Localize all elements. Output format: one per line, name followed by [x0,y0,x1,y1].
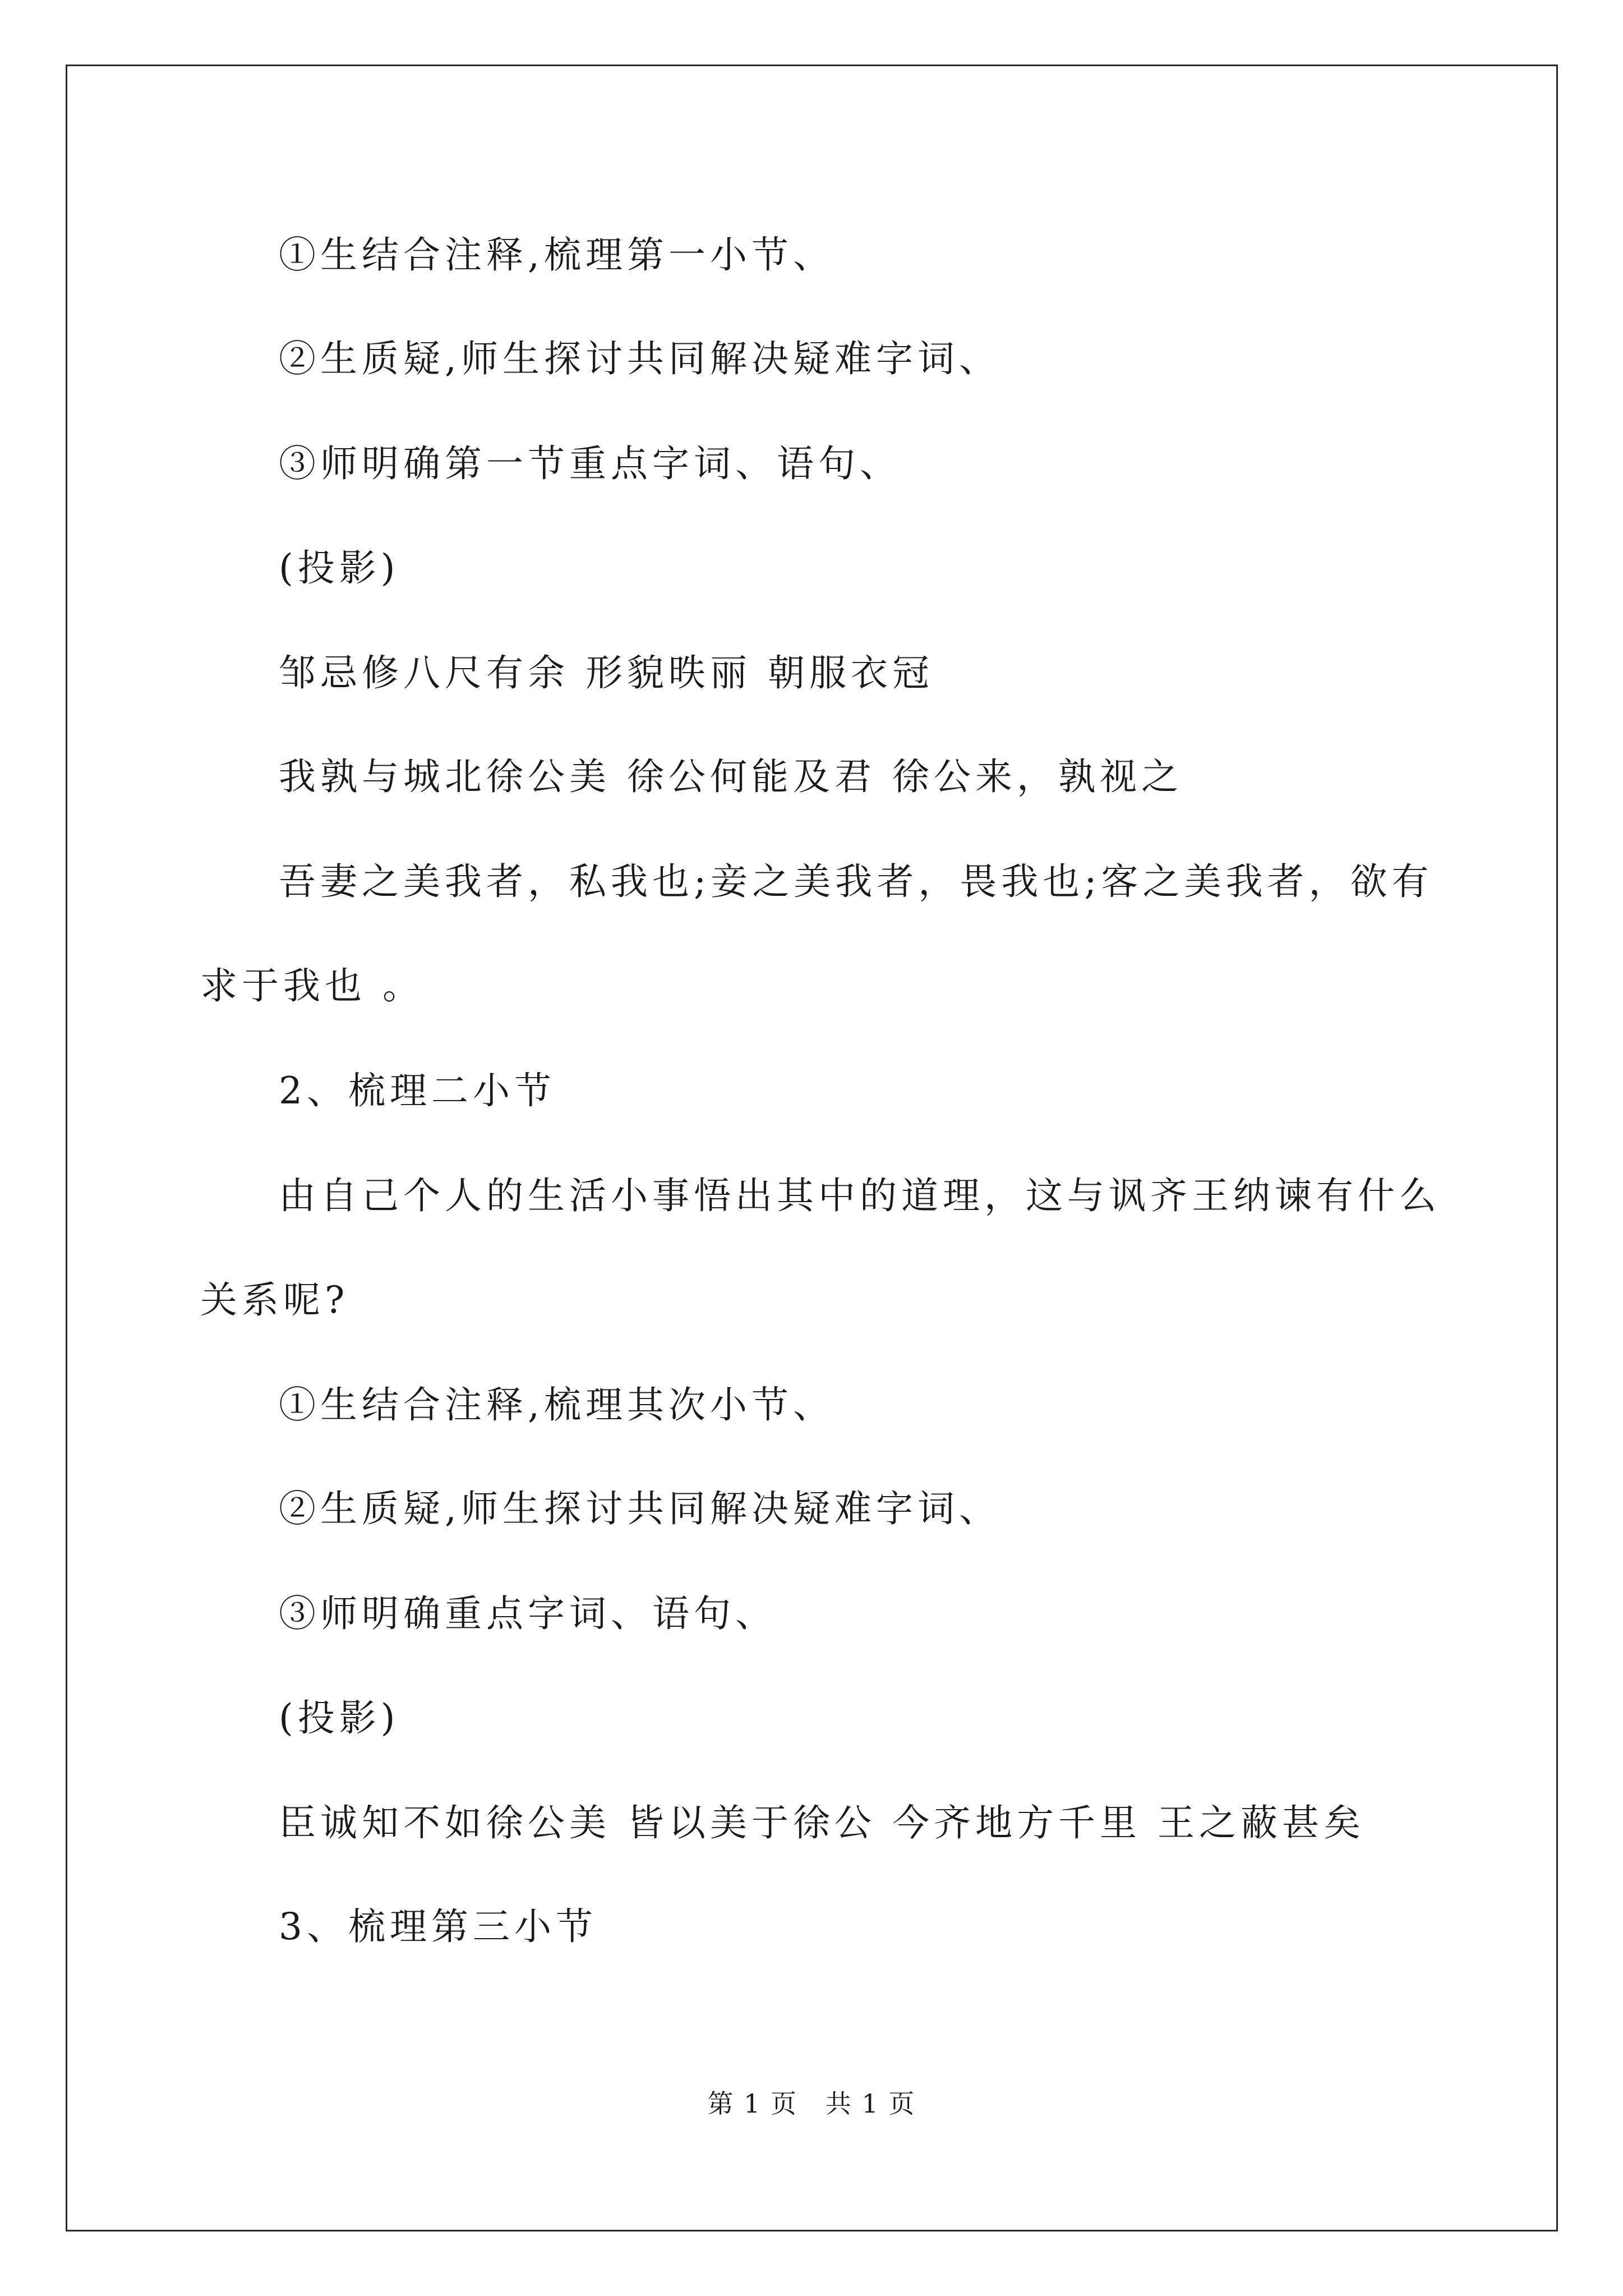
text-line: ②生质疑,师生探讨共同解决疑难字词、 [279,1487,1000,1530]
text-line: 求于我也 。 [200,964,424,1007]
text-line: 邹忌修八尺有余 形貌昳丽 朝服衣冠 [279,651,934,694]
text-line: (投影) [279,546,400,590]
text-line: 3、梳理第三小节 [279,1905,597,1948]
text-line: 2、梳理二小节 [279,1069,556,1112]
text-line: ③师明确重点字词、语句、 [279,1592,777,1635]
text-line: ③师明确第一节重点字词、语句、 [279,442,901,485]
text-line: 关系呢? [200,1278,349,1322]
text-line: ②生质疑,师生探讨共同解决疑难字词、 [279,337,1000,380]
text-line: ①生结合注释,梳理第一小节、 [279,233,834,277]
text-line: 由自己个人的生活小事悟出其中的道理，这与讽齐王纳谏有什么 [279,1174,1441,1217]
text-line: 吾妻之美我者，私我也;妾之美我者，畏我也;客之美我者，欲有 [279,860,1433,903]
text-line: 臣诚知不如徐公美 皆以美于徐公 今齐地方千里 王之蔽甚矣 [279,1801,1365,1844]
text-line: (投影) [279,1696,400,1740]
text-line: 我孰与城北徐公美 徐公何能及君 徐公来，孰视之 [279,755,1183,798]
text-line: ①生结合注释,梳理其次小节、 [279,1383,834,1427]
page-number-footer: 第 1 页 共 1 页 [707,2088,916,2119]
